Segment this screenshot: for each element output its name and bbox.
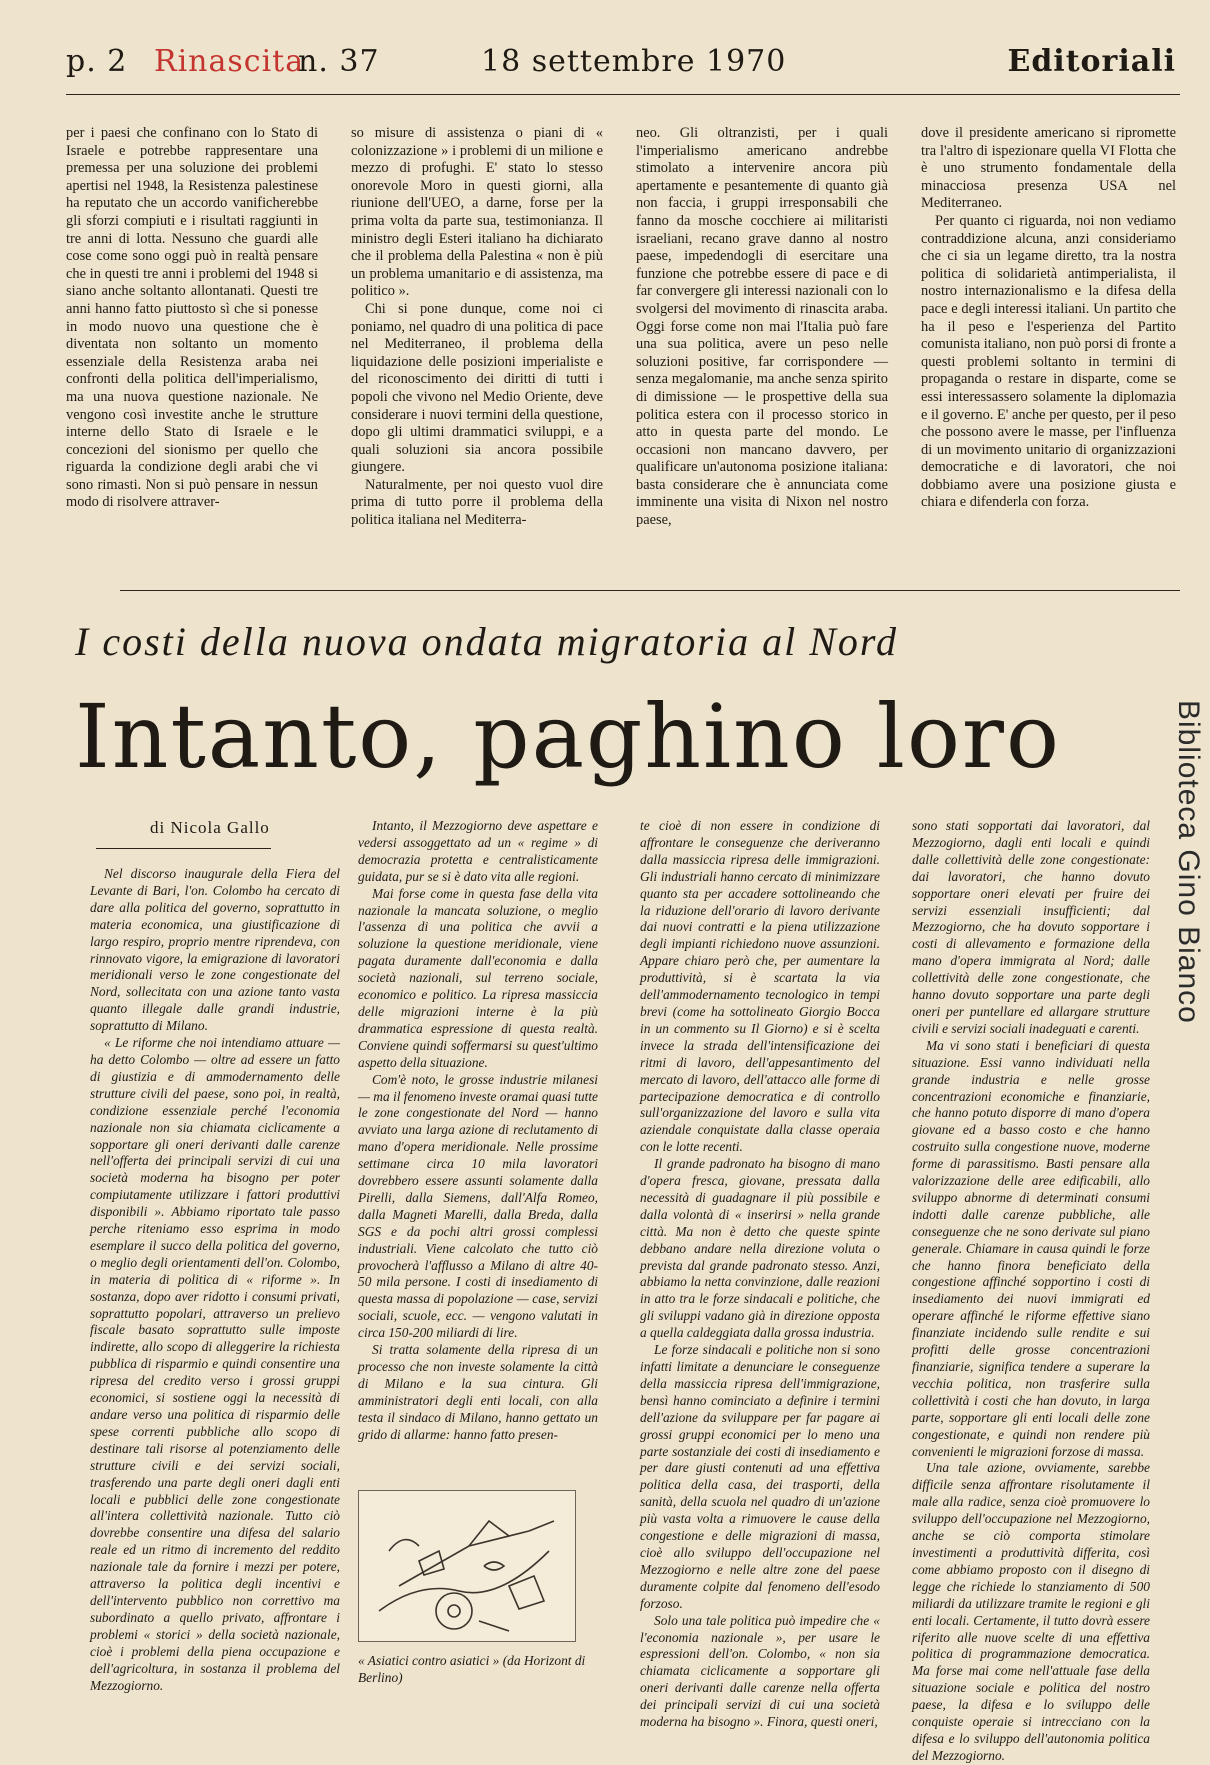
paragraph: Le forze sindacali e politiche non si sono infatti limitate a denunciare le conseguenze della massiccia ripresa dell'immigrazione, bensì hanno cominciato a definire i termini dell'azione da sviluppare per far pagare ai grossi gruppi economici per lo meno una parte sostanziale dei costi di insediamento e per dare giusti contenuti ad una effettiva politica della casa, dei trasporti, della sanità, della scuola nel quadro di un'azione più vasta volta a rimuovere le cause della congestione e delle migrazioni di massa, cioè allo sviluppo dell'occupazione nel Mezzogiorno e nelle altre zone del paese duramente colpite dal fenomeno dell'esodo forzoso. [640,1342,880,1611]
paragraph: Nel discorso inaugurale della Fiera del Levante di Bari, l'on. Colombo ha cercato di dare alla politica del governo, soprattutto in materia economica, una giustificazione di largo respiro, proprio mentre riprendeva, con rinnovato vigore, la emigrazione di lavoratori meridionali verso le zone congestionate del Nord, sollecitata con una azione tanto vasta quanto illegale dalle grandi industrie, soprattutto di Milano. [90,866,340,1034]
paragraph: Una tale azione, ovviamente, sarebbe difficile senza affrontare risolutamente il male alla radice, senza cioè promuovere lo sviluppo dell'occupazione nel Mezzogiorno, anche se ciò comporta stimolare investimenti a produttività differita, così come abbiamo proposto con il disegno di legge che richiede lo stanziamento di 500 miliardi da utilizzare tramite le regioni e gli enti locali. Certamente, il tutto dovrà essere riferito alle nuove scelte di una effettiva politica di programmazione democratica. Ma forse mai come nell'attuale fase della situazione sociale e politica del nostro paese, la difesa e lo sviluppo delle conquiste operaie si intrecciano con la difesa e lo sviluppo dell'autonomia politica del Mezzogiorno. [912,1460,1150,1763]
paragraph: Il grande padronato ha bisogno di mano d'opera fresca, giovane, pressata dalla necessità di guadagnare il più possibile e dalla volontà di « inserirsi » nella grande città. Ma non è detto che queste spinte debbano andare nella direzione voluta o prevista dal grande padronato stesso. Anzi, abbiamo la netta convinzione, dalle reazioni in atto tra le forze sindacali e politiche, che gli sviluppi vadano già in direzione opposta a quella caldeggiata dalla grossa industria. [640,1156,880,1341]
cartoon-drawing [359,1491,575,1641]
publication-name: Rinascita [154,44,305,79]
paragraph: dove il presidente americano si ripromette tra l'altro di ispezionare quella VI Flotta che è uno strumento fondamentale della minacciosa presenza USA nel Mediterraneo. [921,125,1176,212]
editorial-column-1 [66,125,318,512]
paragraph: te cioè di non essere in condizione di affrontare le conseguenze che deriveranno dalla massiccia ripresa delle immigrazioni. Gli industriali hanno cercato di minimizzare quanto sta per accadere sottolineando che la riduzione dell'orario di lavoro derivante dai nuovi contratti e la piena utilizzazione degli impianti richiedono nuove assunzioni. Appare chiaro però che, per aumentare la produttività, si è scartata la via dell'ammodernamento tecnologico in tempi brevi (come ha sottolineato Giorgio Bocca in un commento su Il Giorno) e si è scelta invece la strada dell'intensificazione dei ritmi di lavoro, dell'appesantimento del mercato di lavoro, dell'attacco alle forme di partecipazione democratica e di controllo sull'organizzazione del lavoro e sulla vita aziendale conquistate dalla classe operaia con le lotte recenti. [640,818,880,1155]
editorial-column-3 [636,125,888,530]
paragraph: Per quanto ci riguarda, noi non vediamo contraddizione alcuna, anzi consideriamo che ci sia un legame diretto, tra la nostra politica di solidarietà antimperialista, il nostro internazionalismo e la difesa della pace e degli interessi italiani. Un partito che ha il peso e l'esperienza del Partito comunista italiano, non può porsi di fronte a questi problemi soltanto in termini di propaganda o restare in disparte, come se essi interessassero solamente la diplomazia e il governo. E' anche per questo, per il peso che possono avere le masse, per l'influenza di un movimento unitario di organizzazioni democratiche e di lavoratori, che noi dobbiamo avere una posizione giusta e chiara e difenderla con forza. [921,212,1176,511]
paragraph: Intanto, il Mezzogiorno deve aspettare e vedersi assoggettato ad un « regime » di democrazia protetta e centralisticamente guidata, pur se si è dato vita alle regioni. [358,818,598,884]
byline-rule [96,848,271,849]
paragraph: per i paesi che confinano con lo Stato di Israele e potrebbe rappresentare una premessa per una soluzione dei problemi apertisi nel 1948, la Resistenza palestinese ha reputato che un accordo vanificherebbe gli sforzi compiuti e i risultati raggiunti in tre anni di lotta. Nessuno che guardi alle cose come sono oggi può in realtà pensare che in questi tre anni i problemi del 1948 si siano anche soltanto allontanati. Questi tre anni hanno fatto piuttosto sì che si ponesse in modo nuovo una questione che è diventata non soltanto un momento essenziale della Resistenza araba nei confronti della politica dell'imperialismo, ma una nuova questione nazionale. Ne vengono così investite anche le strutture interne dello Stato di Israele e le concezioni del sionismo per quello che riguarda la condizione degli arabi che vi sono rimasti. Non si può pensare in nessun modo di risolvere attraver- [66,125,318,511]
article-kicker: I costi della nuova ondata migratoria al Nord [75,619,898,664]
paragraph: Chi si pone dunque, come noi ci poniamo, nel quadro di una politica di pace nel Mediterraneo, il problema della liquidazione delle posizioni imperialiste e del riconoscimento dei diritti di tutti i popoli che vivono nel Medio Oriente, deve considerare i nuovi termini della questione, dopo gli ultimi drammatici sviluppi, e a quali soluzioni sia ancora possibile giungere. [351,300,603,476]
article-title: Intanto, paghino loro [75,685,1061,788]
editorial-column-4 [921,125,1176,512]
section-name: Editoriali [1007,44,1176,79]
article-column-2 [358,818,598,1480]
paragraph: sono stati sopportati dai lavoratori, dal Mezzogiorno, dagli enti locali e quindi dalle collettività delle zone congestionate: dai lavoratori, che hanno dovuto sopportare oneri elevati per fruire dei servizi essenziali insufficienti; dal Mezzogiorno, che ha dovuto sopportare i costi di allevamento e formazione della mano d'opera immigrata al Nord; dalle collettività delle zone congestionate, che hanno dovuto sopportare una parte degli oneri per puntellare ed allargare strutture civili e servizi sociali inadeguati e carenti. [912,818,1150,1036]
article-byline: di Nicola Gallo [150,818,270,837]
library-stamp-text: Biblioteca Gino Bianco [1172,700,1205,1024]
paragraph: so misure di assistenza o piani di « colonizzazione » i problemi di un milione e mezzo di profughi. E' stato lo stesso onorevole Moro in questi giorni, alla riunione dell'UEO, a darne, forse per la prima volta da parte sua, testimonianza. Il ministro degli Esteri italiano ha dichiarato che il problema della Palestina « non è più un problema umanitario e di assistenza, ma politico ». [351,125,603,300]
paragraph: Ma vi sono stati i beneficiari di questa situazione. Essi vanno individuati nella grande industria e nelle grosse concentrazioni economiche e finanziarie, che hanno potuto disporre di mano d'opera giovane ed a basso costo e che hanno costruito sulla congestione nuove, moderne forme di parassitismo. Basti pensare alla valorizzazione delle aree edificabili, allo sviluppo abnorme di determinati consumi indotti dalle carenze pubbliche, alle conseguenze che ne sono derivate sul piano generale. Chiamare in causa quindi le forze che hanno finora beneficiato della congestione affinché sopportino i costi di insediamento dei nuovi immigrati ed operare affinché le riforme effettive siano finanziate incidendo sulle rendite e sui profitti delle grosse concentrazioni finanziarie, significa tendere a superare la vecchia politica, non trasferire sulla collettività i costi che han dovuto, in larga parte, sopportare gli enti locali delle zone congestionate, e quindi non rendere più convenienti le migrazioni forzose di massa. [912,1037,1150,1459]
paragraph: Naturalmente, per noi questo vuol dire prima di tutto porre il problema della politica italiana nel Mediterra- [351,476,603,529]
figure-caption: « Asiatici contro asiatici » (da Horizont di Berlino) [358,1653,586,1685]
cartoon-illustration [358,1490,576,1642]
paragraph: Mai forse come in questa fase della vita nazionale la mancata soluzione, o meglio l'assenza di una politica che avvii a soluzione la questione meridionale, viene pagata duramente dall'economia e dalla società nazionali, sul terreno sociale, economico e politico. La ripresa massiccia delle migrazioni interne è la più drammatica espressione di questa realtà. Conviene quindi soffermarsi su quest'ultimo aspetto della situazione. [358,885,598,1070]
article-column-4 [912,818,1150,1763]
page-number: p. 2 [66,44,128,79]
paragraph: Si tratta solamente della ripresa di un processo che non investe solamente la città di Milano e la sua cintura. Gli amministratori degli enti locali, con alla testa il sindaco di Milano, hanno gettato un grido di allarme: hanno fatto presen- [358,1342,598,1442]
header-rule [66,94,1180,95]
paragraph: neo. Gli oltranzisti, per i quali l'imperialismo americano andrebbe stimolato a intervenire ancora più apertamente e pesantemente di quanto già non faccia, i gruppi irresponsabili che fanno da mosche cocchiere ai militaristi israeliani, recano grave danno al nostro paese, impedendogli di esercitare una funzione che potrebbe essere di pace e di far convergere gli interessi nazionali con lo svolgersi del movimento di rinascita araba. Oggi forse come non mai l'Italia può fare una sua politica, avere un peso nelle soluzioni positive, far corrispondere — senza megalomanie, ma anche senza spirito di dimissione — le prospettive della sua politica estera con il processo storico in atto in questa parte del mondo. Le occasioni non mancano davvero, per qualificare un'autonoma posizione italiana: basta considerare che è annunciata come imminente una visita di Nixon nel nostro paese, [636,125,888,529]
article-column-1 [90,866,340,1701]
paragraph: « Le riforme che noi intendiamo attuare — ha detto Colombo — oltre ad essere un fatto di giustizia e di ammodernamento delle strutture civili del paese, sono poi, in realtà, condizione essenziale perché l'economia nazionale non sia chiamata ciclicamente a sopportare gli oneri derivanti dalle carenze nell'offerta dei principali servizi di cui una società moderna ha bisogno per poter compiutamente utilizzare i fattori produttivi disponibili ». Abbiamo riportato tale passo perche riteniamo esso esprima in modo esemplare il succo della politica del governo, o meglio degli orientamenti dell'on. Colombo, in materia di politica di « riforme ». In sostanza, dopo aver ridotto i consumi privati, soprattutto popolari, attraverso un prelievo fiscale basato soprattutto sulle imposte indirette, allo scopo di alleggerire la richiesta pubblica di risparmio e quindi consentire una ripresa del credito verso i grossi gruppi economici, si sostiene oggi la necessità di andare verso una politica di risparmio delle spese correnti pubbliche allo scopo di destinare tali risorse al potenziamento delle strutture civili e dei servizi sociali, trasferendo una parte degli oneri dagli enti locali e pubblici delle zone congestionate all'intera collettività nazionale. Tutto ciò dovrebbe consentire una difesa del salario reale ed un ritmo di incremento del reddito nazionale tale da fornire i mezzi per potere, attraverso la politica degli incentivi e dell'intervento pubblico non correttivo ma subordinato a quello privato, affrontare i problemi « storici » della società nazionale, cioè i problemi della piena occupazione e dell'agricoltura, in sostanza il problema del Mezzogiorno. [90,1035,340,1693]
issue-number: n. 37 [298,44,380,79]
editorial-columns [66,125,1176,565]
paragraph: Com'è noto, le grosse industrie milanesi — ma il fenomeno investe oramai quasi tutte le zone congestionate del Nord — hanno avviato una larga azione di reclutamento di mano d'opera meridionale. Nelle prossime settimane circa 10 mila lavoratori dovrebbero essere assunti solamente dalla Pirelli, dalla Siemens, dall'Alfa Romeo, dalla Magneti Marelli, dalla Breda, dalla SGS e da pochi altri grossi complessi industriali. Viene calcolato che tutto ciò provocherà l'afflusso a Milano di altre 40-50 mila persone. I costi di insediamento di questa massa di popolazione — case, servizi sociali, scuole, ecc. — vengono valutati in circa 150-200 miliardi di lire. [358,1071,598,1341]
library-stamp [1165,700,1209,1080]
section-divider [120,590,1180,591]
paragraph: Solo una tale politica può impedire che « l'economia nazionale », per usare le espressioni dell'on. Colombo, « non sia chiamata ciclicamente a sopportare gli oneri derivanti dalle carenze nella offerta dei principali servizi di cui una società moderna ha bisogno ». Finora, questi oneri, [640,1612,880,1730]
page-header [66,44,1176,90]
article-column-3 [640,818,880,1730]
editorial-column-2 [351,125,603,530]
issue-date: 18 settembre 1970 [481,44,787,79]
